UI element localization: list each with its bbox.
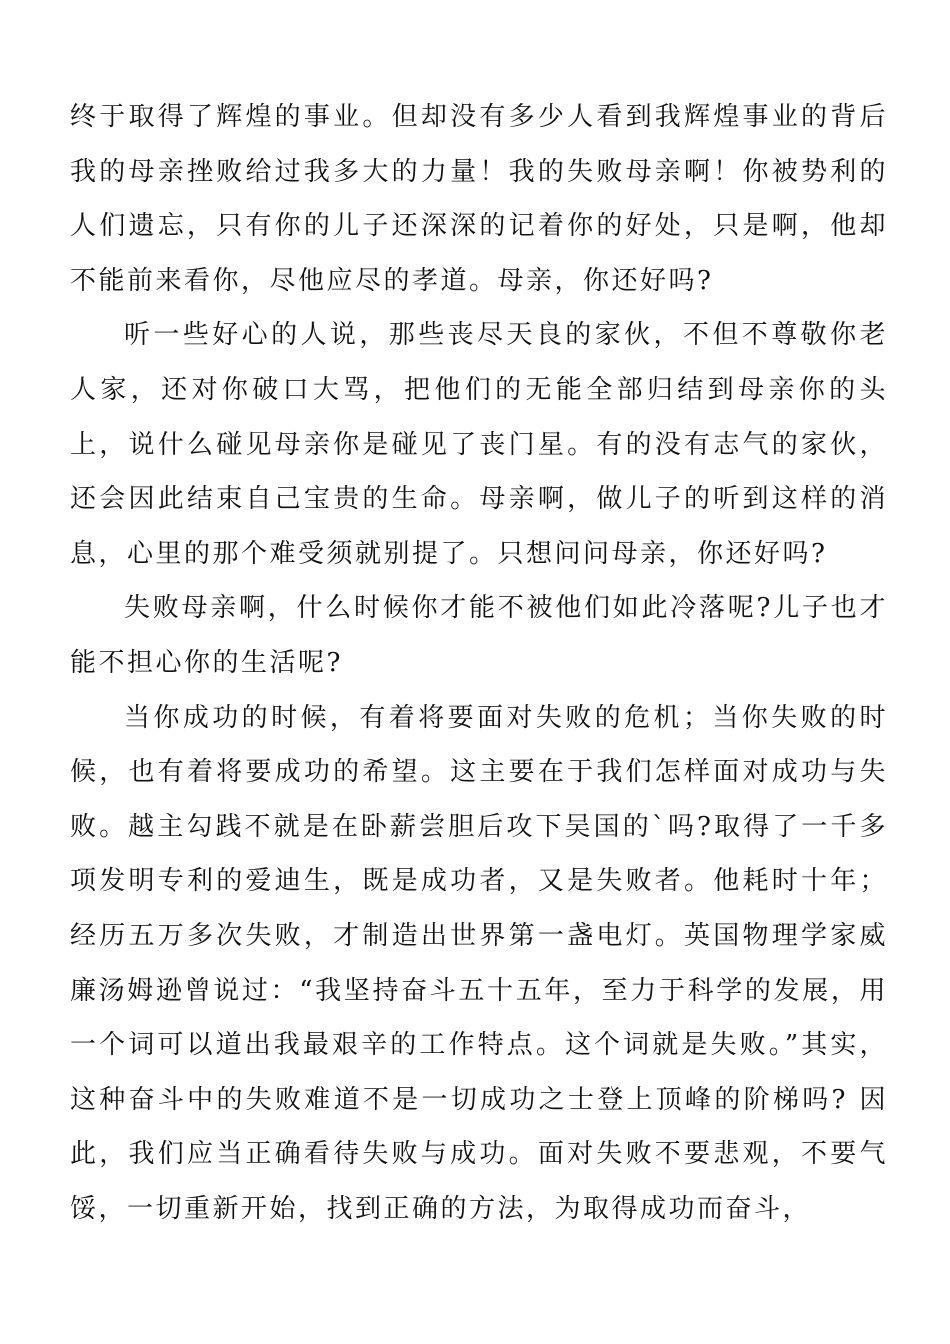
document-page (70, 90, 888, 1236)
paragraph-1: 终于取得了辉煌的事业。但却没有多少人看到我辉煌事业的背后我的母亲挫败给过我多大的力量！我的失败母亲啊！你被势利的人们遗忘，只有你的儿子还深深的记着你的好处，只是啊，他却不能前来看你，尽他应尽的孝道。母亲，你还好吗? (70, 102, 888, 296)
paragraph-2: 听一些好心的人说，那些丧尽天良的家伙，不但不尊敬你老人家，还对你破口大骂，把他们的无能全部归结到母亲你的头上，说什么碰见母亲你是碰见了丧门星。有的没有志气的家伙，还会因此结束自己宝贵的生命。母亲啊，做儿子的听到这样的消息，心里的那个难受须就别提了。只想问问母亲，你还好吗? (70, 320, 888, 569)
paragraph-3: 失败母亲啊，什么时候你才能不被他们如此冷落呢?儿子也才能不担心你的生活呢? (70, 593, 888, 678)
paragraph-4: 当你成功的时候，有着将要面对失败的危机；当你失败的时候，也有着将要成功的希望。这主要在于我们怎样面对成功与失败。越主勾践不就是在卧薪尝胆后攻下吴国的`吗?取得了一千多项发明专利的爱迪生，既是成功者，又是失败者。他耗时十年；经历五万多次失败，才制造出世界第一盏电灯。英国物理学家威廉汤姆逊曾说过：“我坚持奋斗五十五年，至力于科学的发展，用一个词可以道出我最艰辛的工作特点。这个词就是失败。”其实，这种奋斗中的失败难道不是一切成功之士登上顶峰的阶梯吗? 因此，我们应当正确看待失败与成功。面对失败不要悲观，不要气馁，一切重新开始，找到正确的方法，为取得成功而奋斗， (70, 702, 888, 1224)
